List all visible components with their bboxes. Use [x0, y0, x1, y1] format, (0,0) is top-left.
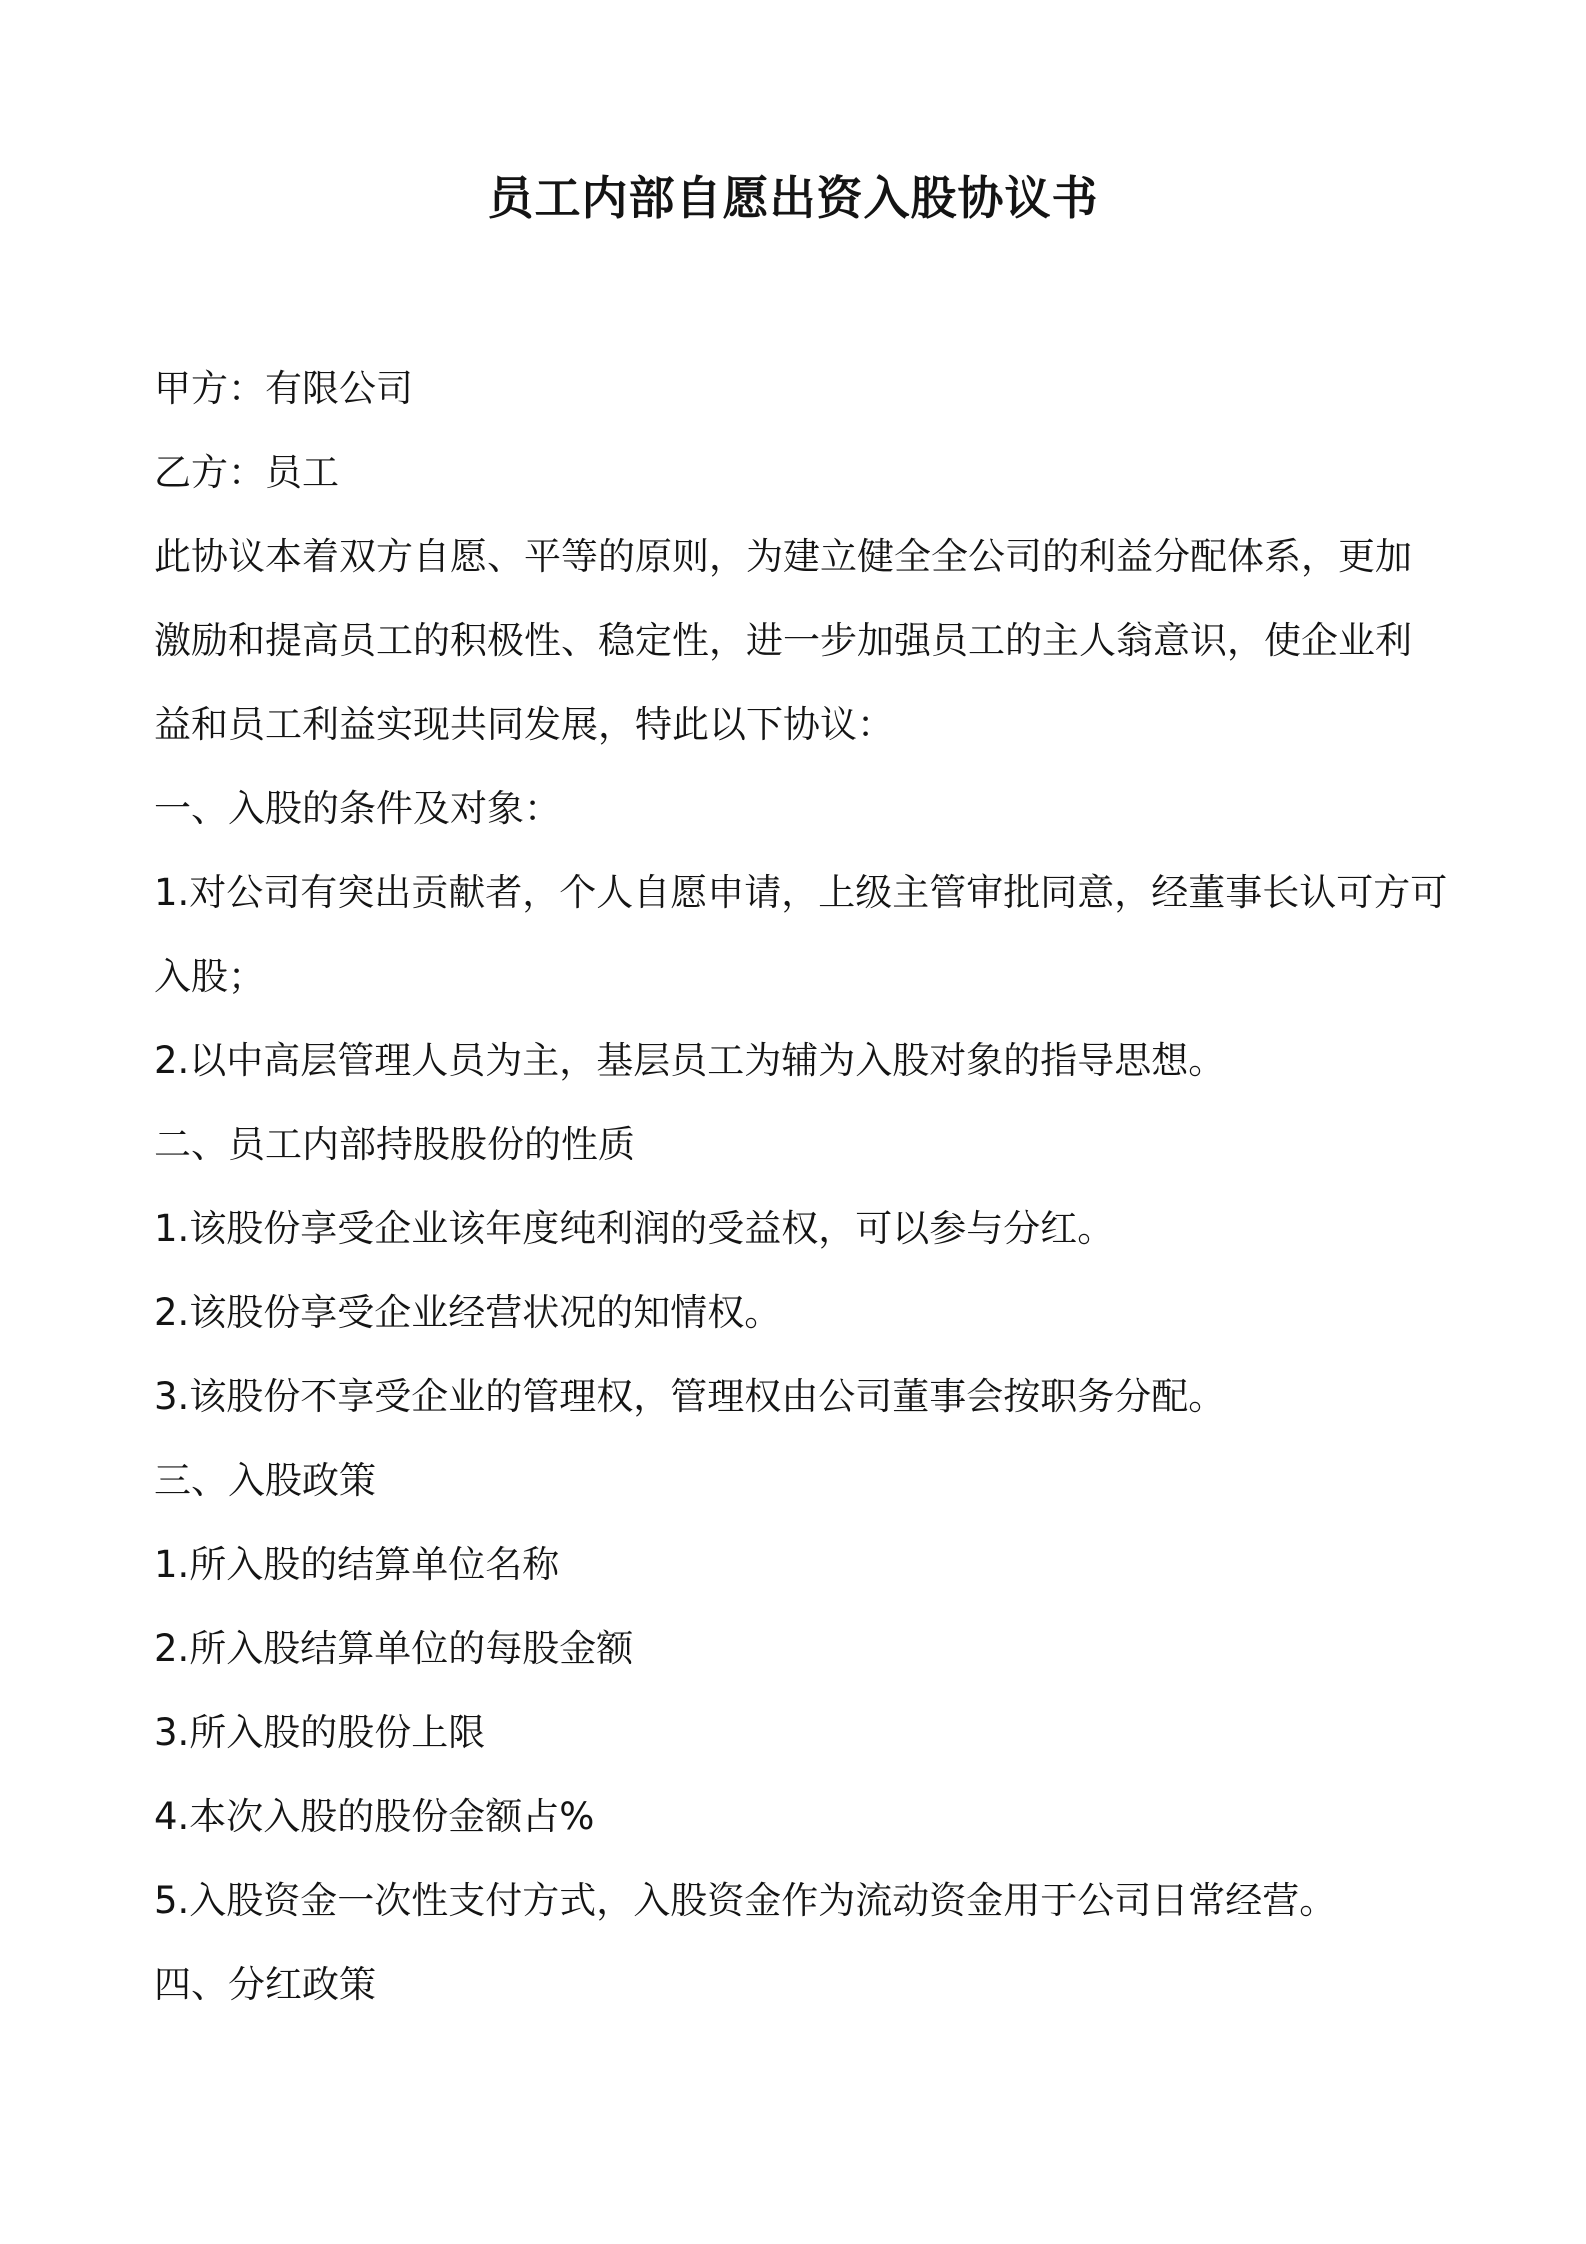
section-heading: 二、员工内部持股股份的性质: [154, 1123, 635, 1166]
intro-paragraph-line: 激励和提高员工的积极性、稳定性，进一步加强员工的主人翁意识，使企业利: [154, 619, 1412, 662]
list-item-line: 1.该股份享受企业该年度纯利润的受益权，可以参与分红。: [154, 1207, 1115, 1250]
intro-paragraph-line: 此协议本着双方自愿、平等的原则，为建立健全全公司的利益分配体系，更加: [154, 535, 1412, 578]
list-item-line: 3.所入股的股份上限: [154, 1711, 486, 1754]
list-item-line: 3.该股份不享受企业的管理权，管理权由公司董事会按职务分配。: [154, 1375, 1226, 1418]
document-body: [154, 347, 1454, 2027]
document-title: 员工内部自愿出资入股协议书: [487, 171, 1099, 225]
list-item-line: 1.对公司有突出贡献者，个人自愿申请，上级主管审批同意，经董事长认可方可: [154, 871, 1448, 914]
list-item-line: 2.以中高层管理人员为主，基层员工为辅为入股对象的指导思想。: [154, 1039, 1226, 1082]
list-item-line: 1.所入股的结算单位名称: [154, 1543, 560, 1586]
party-b-line: 乙方：员工: [154, 451, 339, 494]
party-a-line: 甲方：有限公司: [154, 367, 413, 410]
section-heading: 一、入股的条件及对象：: [154, 787, 561, 830]
list-item-line: 5.入股资金一次性支付方式，入股资金作为流动资金用于公司日常经营。: [154, 1879, 1337, 1922]
list-item-line: 2.所入股结算单位的每股金额: [154, 1627, 634, 1670]
intro-paragraph-line: 益和员工利益实现共同发展，特此以下协议：: [154, 703, 894, 746]
list-item-line: 入股；: [154, 955, 265, 998]
section-heading: 三、入股政策: [154, 1459, 376, 1502]
list-item-line: 4.本次入股的股份金额占%: [154, 1795, 595, 1838]
list-item-line: 2.该股份享受企业经营状况的知情权。: [154, 1291, 782, 1334]
section-heading: 四、分红政策: [154, 1963, 376, 2006]
